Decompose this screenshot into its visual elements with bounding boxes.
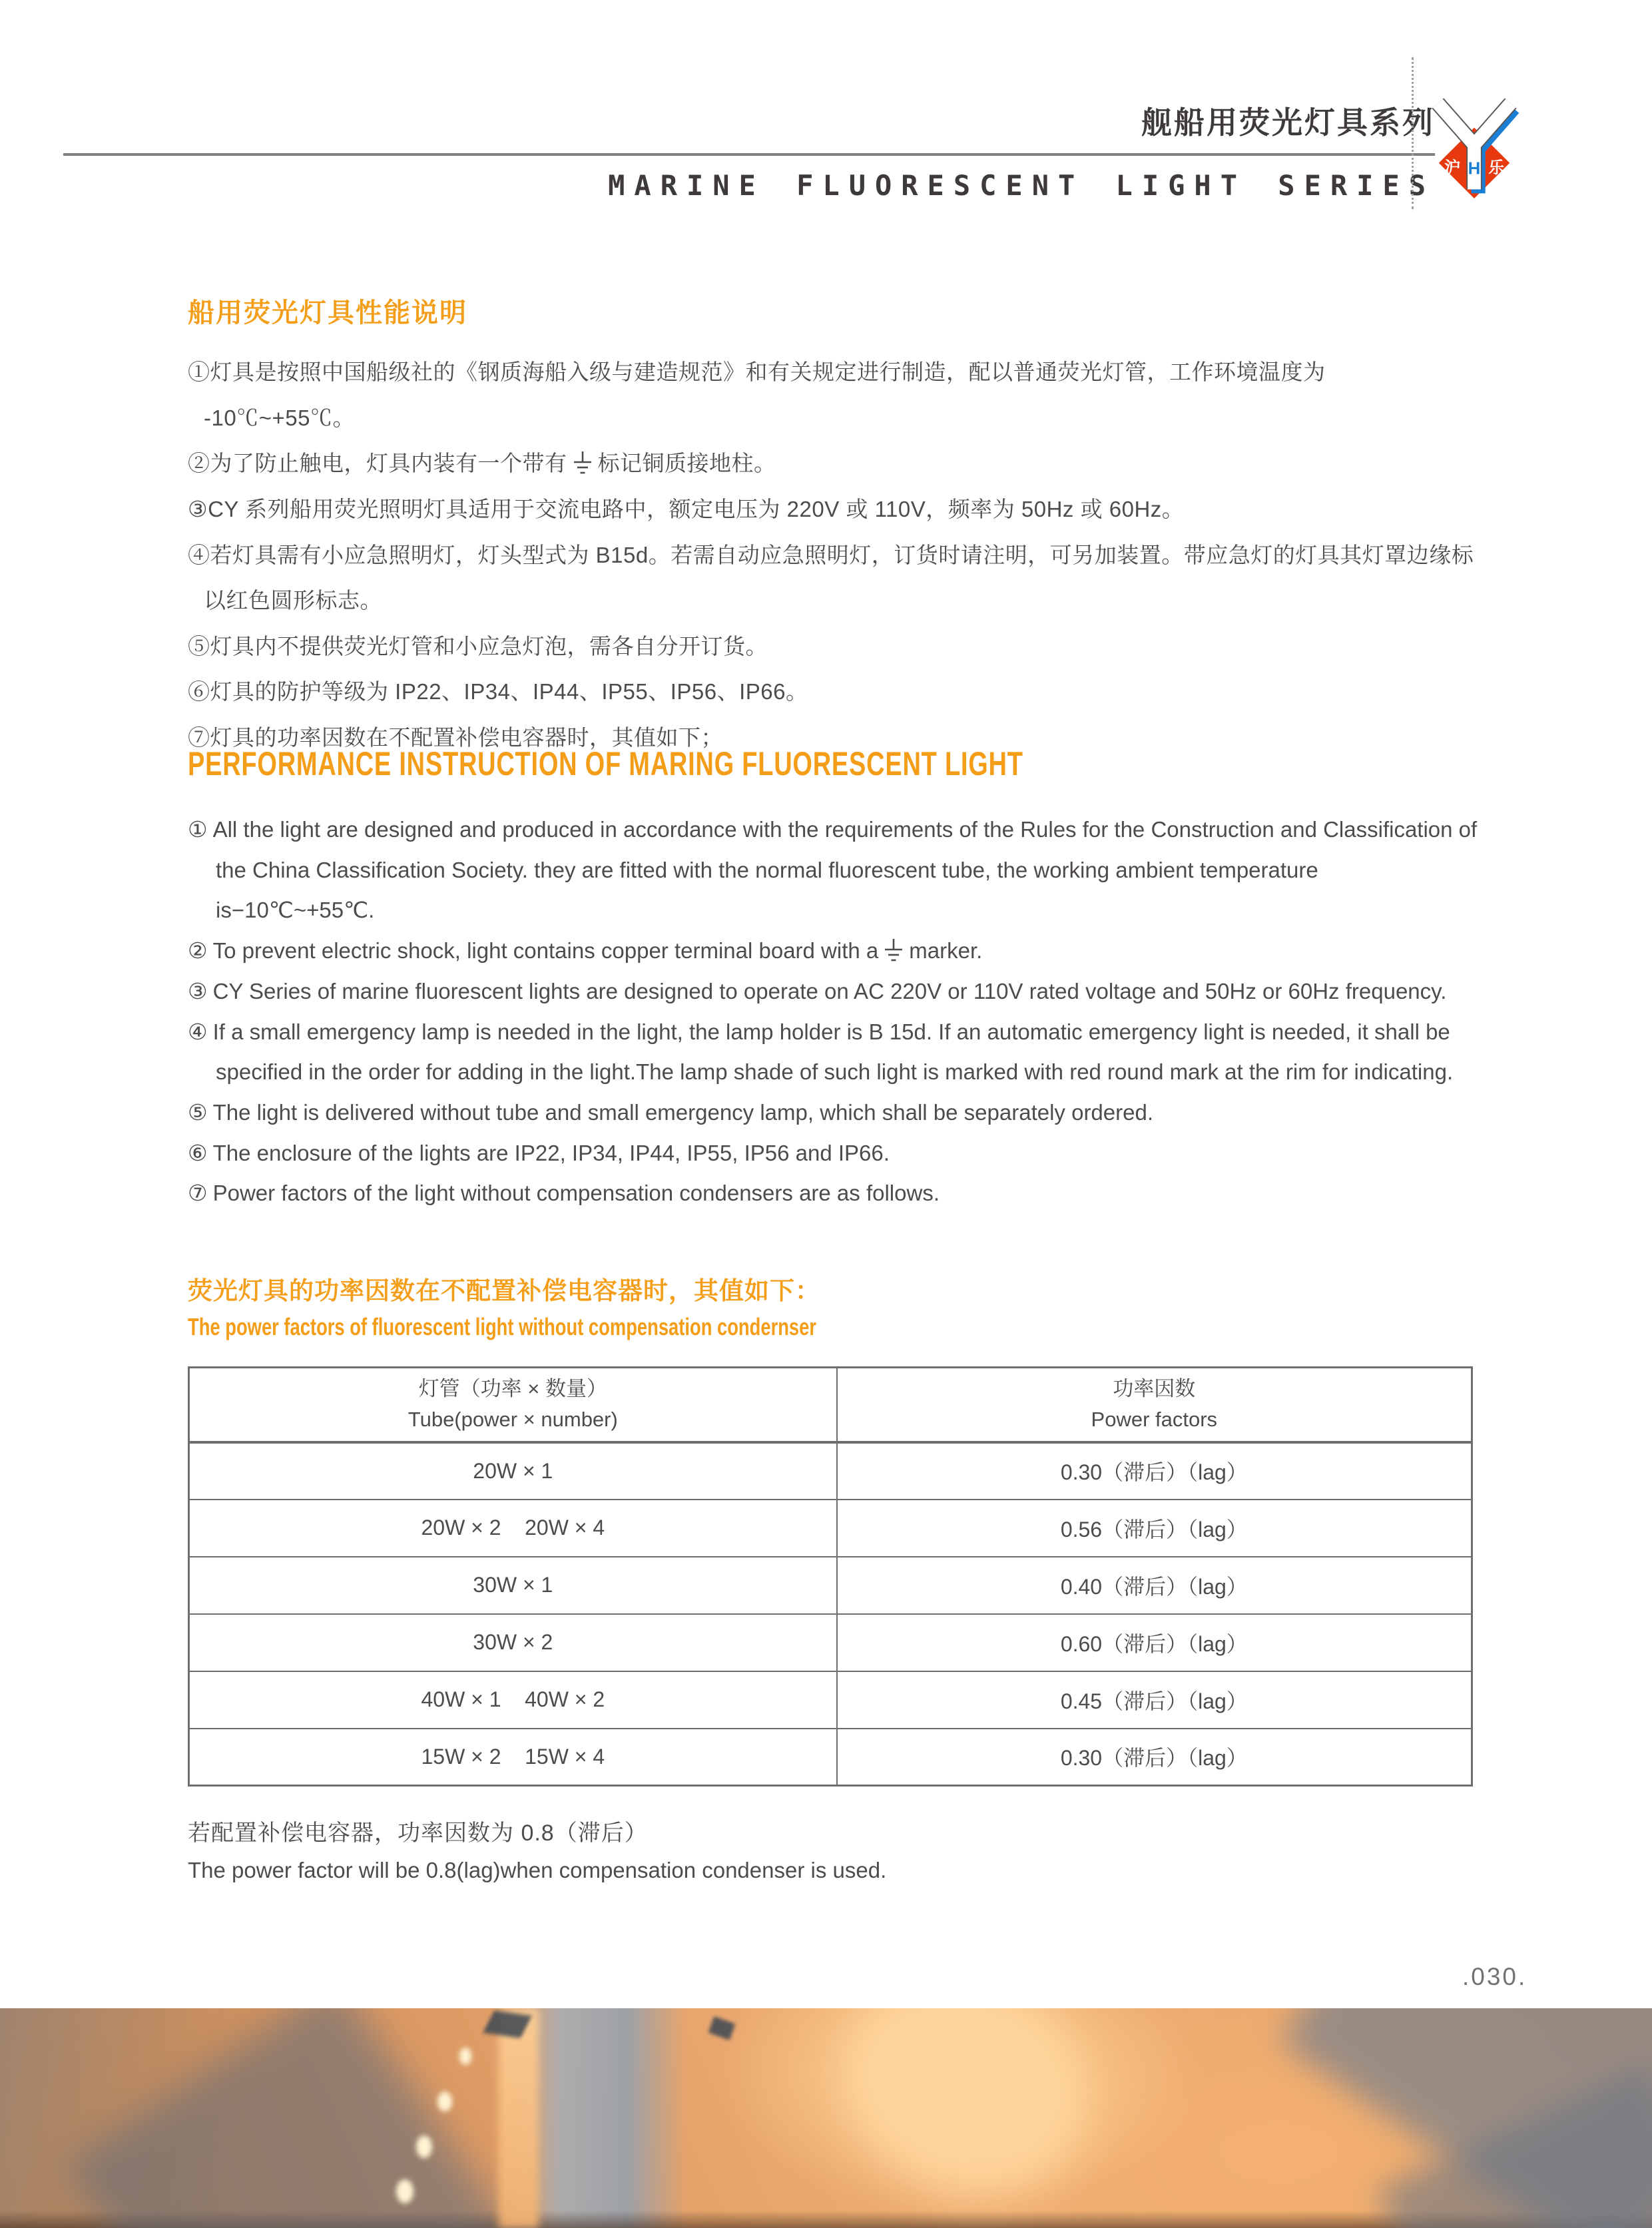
item-number: ⑥ — [188, 679, 210, 704]
list-item — [188, 487, 1480, 533]
cell-tube: 40W × 1 40W × 2 — [189, 1671, 837, 1729]
cell-factor: 0.40（滞后）（lag） — [837, 1557, 1472, 1614]
item-text: To prevent electric shock, light contains copper terminal board with a — [212, 938, 879, 964]
page-title-en: MARINE FLUORESCENT LIGHT SERIES — [608, 169, 1435, 202]
table-row — [189, 1671, 1472, 1729]
cell-factor: 0.30（滞后）（lag） — [837, 1729, 1472, 1786]
item-text: marker. — [909, 938, 983, 964]
item-number: ⑦ — [188, 725, 210, 750]
cell-tube: 30W × 1 — [189, 1557, 837, 1614]
photo-dark-shape — [708, 2016, 735, 2040]
cell-factor: 0.56（滞后）（lag） — [837, 1500, 1472, 1557]
column-header-tube-en: Tube(power × number) — [408, 1408, 618, 1432]
section-power-factors — [188, 1270, 1480, 1883]
table-note-en: The power factor will be 0.8(lag)when compensation condenser is used. — [188, 1858, 887, 1882]
list-item — [188, 1012, 1480, 1093]
cell-tube: 20W × 1 — [189, 1442, 837, 1500]
item-text: 为了防止触电，灯具内装有一个带有 — [210, 451, 567, 476]
header-dotted-divider — [1412, 57, 1414, 209]
column-header-tube-zh: 灯管（功率 × 数量） — [418, 1376, 607, 1400]
item-number: ③ — [188, 978, 208, 1003]
table-title-en — [188, 1313, 1480, 1341]
item-text: Power factors of the light without compensation condensers are as follows. — [212, 1181, 940, 1206]
item-number: ① — [188, 360, 210, 384]
table-row — [189, 1729, 1472, 1786]
earth-ground-icon — [573, 451, 593, 476]
photo-bright-band — [499, 2008, 539, 2228]
company-logo-icon — [1424, 97, 1525, 198]
item-number: ⑥ — [188, 1140, 208, 1165]
list-item — [188, 972, 1480, 1012]
item-text: If a small emergency lamp is needed in the light, the lamp holder is B 15d. If an automatic emergency light is needed, it shall be specified in the order for adding in the light.The lamp shade of such light is marked with red round mark at the rim for indicating. — [212, 1019, 1454, 1085]
item-number: ① — [188, 817, 208, 842]
list-item — [188, 1133, 1480, 1174]
list-item — [188, 931, 1480, 972]
section-title-en-text: PERFORMANCE INSTRUCTION OF MARING FLUORESCENT LIGHT — [188, 745, 1023, 782]
table-header-row — [189, 1368, 1472, 1442]
list-item — [188, 441, 1480, 487]
cell-factor: 0.45（滞后）（lag） — [837, 1671, 1472, 1729]
list-item — [188, 669, 1480, 715]
photo-light-dot — [459, 2048, 471, 2065]
table-row — [189, 1557, 1472, 1614]
table-row — [189, 1614, 1472, 1671]
list-item — [188, 1173, 1480, 1214]
cell-tube: 15W × 2 15W × 4 — [189, 1729, 837, 1786]
item-number: ② — [188, 938, 208, 964]
section-performance-en — [188, 744, 1480, 1214]
item-text: 若灯具需有小应急照明灯，灯头型式为 B15d。若需自动应急照明灯，订货时请注明，可另加装置。带应急灯的灯具其灯罩边缘标以红色圆形标志。 — [204, 542, 1474, 613]
item-number: ② — [188, 451, 210, 476]
item-number: ⑤ — [188, 1100, 208, 1125]
list-item — [188, 810, 1480, 931]
table-note-zh: 若配置补偿电容器，功率因数为 0.8（滞后） — [188, 1820, 648, 1846]
item-text: 灯具的防护等级为 IP22、IP34、IP44、IP55、IP56、IP66。 — [210, 679, 808, 704]
page-title-zh: 舰船用荧光灯具系列 — [1141, 105, 1435, 140]
photo-highlight-glow — [810, 2008, 1123, 2228]
logo-char-right: 乐 — [1488, 159, 1505, 177]
item-number: ③ — [188, 496, 208, 521]
earth-ground-icon — [884, 938, 904, 964]
item-text: CY 系列船用荧光照明灯具适用于交流电路中，额定电压为 220V 或 110V，频率为 50Hz 或 60Hz。 — [208, 496, 1185, 521]
item-number: ④ — [188, 1019, 208, 1044]
item-text: 标记铜质接地柱。 — [597, 451, 776, 476]
section-performance-zh — [188, 292, 1480, 761]
column-header-factor — [837, 1368, 1472, 1442]
item-text: 灯具是按照中国船级社的《钢质海船入级与建造规范》和有关规定进行制造，配以普通荧光灯管，工作环境温度为 -10℃~+55℃。 — [204, 360, 1326, 430]
cell-factor: 0.60（滞后）（lag） — [837, 1614, 1472, 1671]
photo-shadow-left — [65, 2008, 563, 2228]
cell-tube: 30W × 2 — [189, 1614, 837, 1671]
table-row — [189, 1442, 1472, 1500]
item-text: 灯具内不提供荧光灯管和小应急灯泡，需各自分开订货。 — [210, 633, 768, 659]
item-text: The enclosure of the lights are IP22, IP34, IP44, IP55, IP56 and IP66. — [212, 1140, 890, 1165]
header-rule — [63, 153, 1435, 156]
power-factor-table — [188, 1366, 1473, 1787]
logo-char-left: 沪 — [1444, 159, 1461, 177]
section-title-en — [188, 744, 1480, 783]
table-title-en-text: The power factors of fluorescent light without compensation condernser — [188, 1313, 817, 1340]
footer-photo-machinery — [0, 2008, 1652, 2228]
section-title-zh: 船用荧光灯具性能说明 — [188, 298, 467, 328]
item-number: ⑦ — [188, 1181, 208, 1206]
list-item — [188, 533, 1480, 624]
column-header-factor-en: Power factors — [1091, 1408, 1218, 1432]
item-text: The light is delivered without tube and small emergency lamp, which shall be separately ordered. — [212, 1100, 1154, 1125]
cell-factor: 0.30（滞后）（lag） — [837, 1442, 1472, 1500]
logo-char-center: H — [1468, 159, 1481, 178]
photo-light-dot — [437, 2091, 452, 2111]
item-number: ⑤ — [188, 633, 210, 659]
column-header-factor-zh: 功率因数 — [1113, 1376, 1196, 1400]
item-text: 灯具的功率因数在不配置补偿电容器时，其值如下； — [210, 725, 723, 750]
page-number: .030. — [1462, 1963, 1527, 1990]
list-item — [188, 624, 1480, 670]
cell-tube: 20W × 2 20W × 4 — [189, 1500, 837, 1557]
list-item — [188, 1093, 1480, 1133]
item-text: All the light are designed and produced in accordance with the requirements of the Rules for the Construction and Classification of the China Classification Society. they are fitted with the normal fluorescent tube, the working ambient temperature is−10℃~+55℃. — [212, 817, 1478, 923]
column-header-tube — [189, 1368, 837, 1442]
list-item — [188, 350, 1480, 441]
item-number: ④ — [188, 542, 210, 567]
item-text: CY Series of marine fluorescent lights are designed to operate on AC 220V or 110V rated voltage and 50Hz or 60Hz frequency. — [212, 978, 1447, 1003]
table-title-zh: 荧光灯具的功率因数在不配置补偿电容器时，其值如下： — [188, 1277, 820, 1304]
company-logo — [1424, 97, 1525, 198]
table-row — [189, 1500, 1472, 1557]
